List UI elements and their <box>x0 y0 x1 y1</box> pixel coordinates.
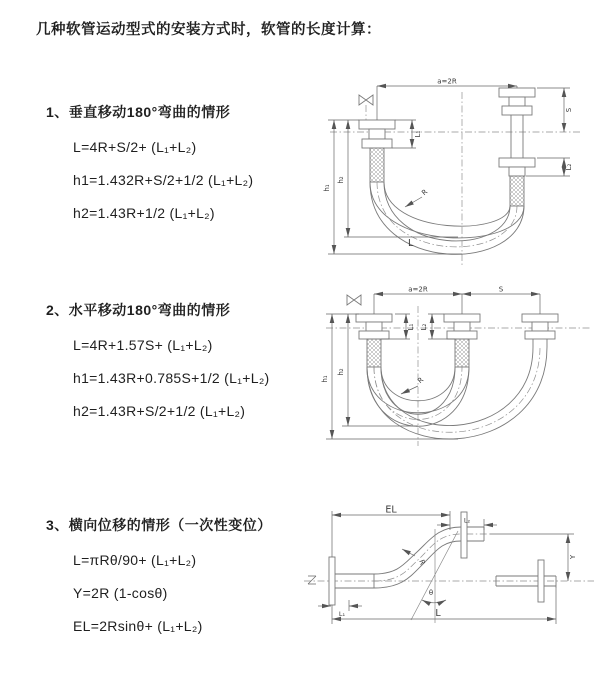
section-2 <box>46 300 326 419</box>
left-hose-fitting <box>359 120 395 182</box>
diagram-vertical-180-bend <box>312 76 596 268</box>
dim-label-h2: h₂ <box>337 176 345 184</box>
dim-label-s: S <box>498 285 504 294</box>
dim-label-h1: h₁ <box>321 375 329 383</box>
section-2-formula-h1: h1=1.43R+0.785S+1/2 (L₁+L₂) <box>73 370 270 386</box>
angle-label: θ <box>428 589 434 597</box>
section-1-formula-h1: h1=1.432R+S/2+1/2 (L₁+L₂) <box>73 172 254 188</box>
section-2-formula-L: L=4R+1.57S+ (L₁+L₂) <box>73 337 213 353</box>
dimension-lines <box>318 511 574 624</box>
section-3-formula-EL: EL=2Rsinθ+ (L₁+L₂) <box>73 618 203 634</box>
valve-icon <box>359 95 373 120</box>
break-mark <box>308 576 316 584</box>
section-3-formula-Y: Y=2R (1-cosθ) <box>73 585 168 601</box>
dim-label-l1: L₁ <box>338 610 346 618</box>
left-hose-fitting <box>356 314 392 367</box>
dim-label-el: EL <box>385 504 397 516</box>
dim-label-l1: L₁ <box>414 130 422 138</box>
right-hose-fitting <box>522 314 558 347</box>
braided-hose-left <box>370 148 384 182</box>
radius-label: R <box>416 375 426 386</box>
valve-icon <box>347 295 361 305</box>
radius-label: R <box>417 558 427 566</box>
radius-label: R <box>420 187 430 198</box>
centerlines <box>330 92 582 265</box>
diagram-horizontal-180-bend <box>312 284 600 452</box>
length-label: L <box>408 238 414 249</box>
dimension-lines <box>328 86 570 254</box>
section-1-heading: 1、垂直移动180°弯曲的情形 <box>46 104 231 120</box>
section-1-formula-L: L=4R+S/2+ (L₁+L₂) <box>73 139 197 155</box>
dim-label-l: L <box>435 608 441 619</box>
displaced-hose <box>374 512 490 588</box>
dim-label-l2: L₂ <box>463 516 471 525</box>
dim-label-s: S <box>565 107 573 113</box>
section-2-formula-h2: h2=1.43R+S/2+1/2 (L₁+L₂) <box>73 403 246 419</box>
section-3-formula-L: L=πRθ/90+ (L₁+L₂) <box>73 552 197 568</box>
braided-hose-middle <box>455 339 469 367</box>
dim-label-l2: L₂ <box>420 323 428 331</box>
right-hose-fitting <box>499 88 535 206</box>
dim-label-a2r: a=2R <box>408 285 428 294</box>
right-flange <box>538 560 544 602</box>
dim-label-h2: h₂ <box>337 368 345 376</box>
dim-label-h1: h₁ <box>323 184 331 192</box>
diagram-lateral-displacement <box>298 503 600 651</box>
dim-label-l1: L₁ <box>407 323 415 331</box>
braided-hose-left <box>367 339 381 367</box>
section-3-heading: 3、横向位移的情形（一次性变位） <box>46 517 272 533</box>
hose-u-curves <box>370 182 524 254</box>
section-1 <box>46 102 326 221</box>
section-2-heading: 2、水平移动180°弯曲的情形 <box>46 302 231 318</box>
dim-label-l2: L₂ <box>565 163 573 171</box>
section-1-formula-h2: h2=1.43R+1/2 (L₁+L₂) <box>73 205 215 221</box>
middle-hose-fitting <box>444 314 480 367</box>
page-title: 几种软管运动型式的安装方式时，软管的长度计算： <box>36 22 381 38</box>
braided-hose-right <box>510 176 524 206</box>
section-3 <box>46 515 326 634</box>
dim-label-a2r: a=2R <box>437 77 457 86</box>
dim-label-y: Y <box>569 554 577 560</box>
